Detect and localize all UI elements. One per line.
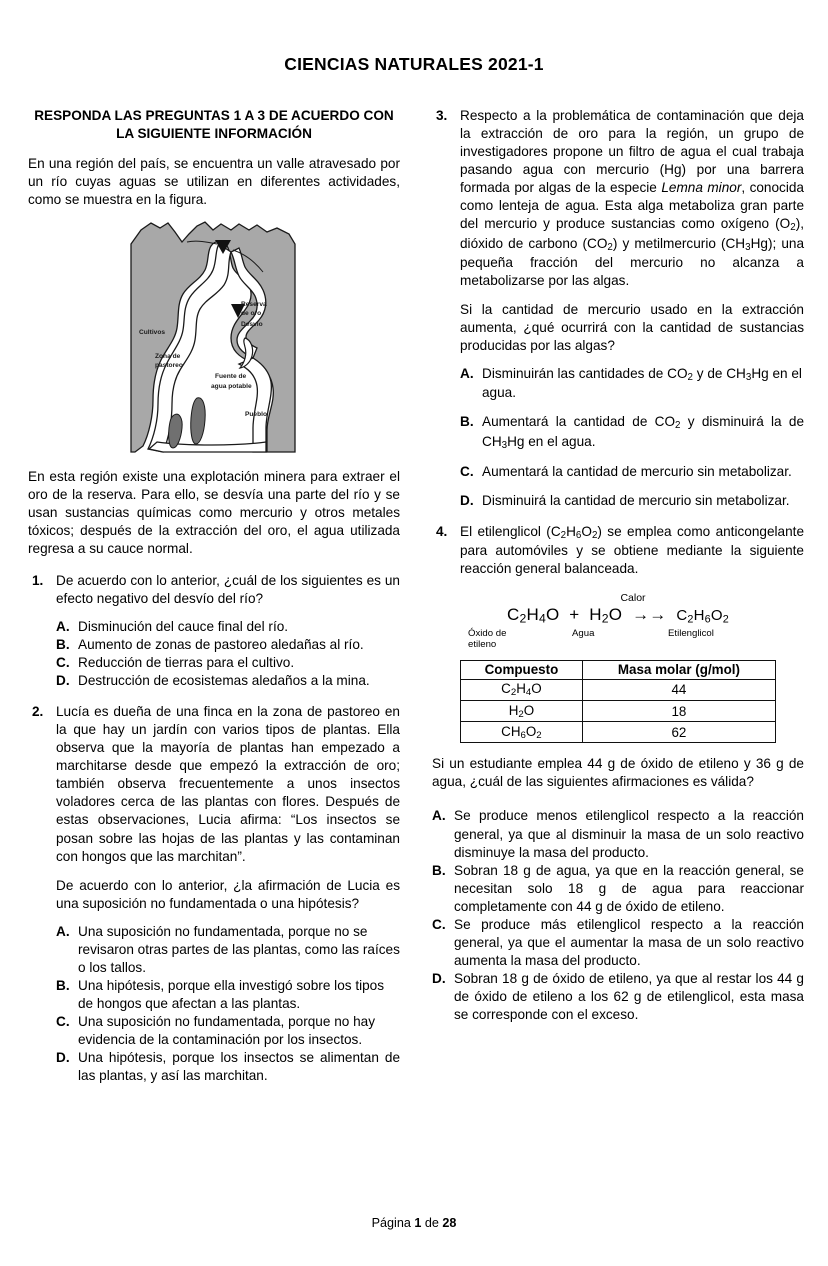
question-4-options	[432, 807, 804, 1024]
figure-label-reserva: Reserva	[241, 301, 267, 309]
equation-reactant-2-name: Agua	[572, 627, 595, 639]
option-text: Reducción de tierras para el cultivo.	[78, 654, 295, 670]
footer-prefix: Página	[371, 1216, 411, 1230]
option-row[interactable]	[460, 492, 804, 510]
question-2-body	[56, 703, 400, 1086]
option-row[interactable]	[56, 672, 400, 690]
figure-label-pueblo: Pueblo	[245, 411, 267, 419]
question-2-stem-2: De acuerdo con lo anterior, ¿la afirmación de Lucia es una suposición no fundamentada o una hipótesis?	[56, 877, 400, 911]
option-text: Aumentará la cantidad de mercurio sin metabolizar.	[482, 463, 792, 479]
option-row[interactable]	[56, 654, 400, 672]
question-3-body	[460, 107, 804, 510]
option-row[interactable]	[56, 1049, 400, 1085]
figure-container	[28, 220, 400, 458]
option-letter: A.	[460, 366, 474, 382]
molar-mass-table	[460, 660, 776, 743]
option-row[interactable]	[460, 365, 804, 402]
option-text: Sobran 18 g de agua, ya que en la reacción general, se necesitan solo 18 g de agua para reaccionar completamente con 44 g de óxido de etileno.	[454, 862, 804, 914]
equation-reactant-2: $H_2O$	[589, 605, 623, 626]
table-row	[461, 701, 776, 722]
option-letter: B.	[432, 862, 446, 878]
option-row[interactable]	[56, 923, 400, 977]
table-cell-compound: $CH_6O_2$	[461, 722, 583, 743]
option-letter: B.	[56, 636, 70, 652]
question-1-options	[56, 618, 400, 690]
question-2	[28, 703, 400, 1086]
table-cell-compound: $C_2H_4O$	[461, 679, 583, 700]
question-3	[432, 107, 804, 510]
post-figure-paragraph: En esta región existe una explotación minera para extraer el oro de la reserva. Para ello, se desvía una parte del río y se usan sustancias químicas como mercurio y otros metales tóxicos; después de la extracción del oro, el agua utilizada regresa a su cauce normal.	[28, 469, 400, 557]
option-letter: B.	[460, 414, 474, 430]
question-3-stem-2: Si la cantidad de mercurio usado en la extracción aumenta, ¿qué ocurrirá con la cantidad de sustancias producidas por las algas?	[460, 301, 804, 354]
page-footer	[0, 1216, 828, 1230]
footer-middle: de	[424, 1216, 439, 1230]
question-2-options	[56, 923, 400, 1086]
option-letter: D.	[56, 672, 70, 688]
two-column-body	[0, 75, 828, 1086]
equation-row	[432, 605, 804, 626]
figure-label-zona-de: Zona de	[155, 353, 181, 361]
question-4-stem-2: Si un estudiante emplea 44 g de óxido de etileno y 36 g de agua, ¿cuál de las siguientes afirmaciones es válida?	[432, 756, 804, 790]
option-text: Se produce menos etilenglicol respecto a la reacción general, ya que al disminuir la masa de un solo reactivo disminuye la masa del producto.	[454, 808, 804, 860]
option-letter: D.	[56, 1050, 70, 1066]
table-header-compuesto: Compuesto	[461, 660, 583, 679]
option-row[interactable]	[432, 862, 804, 916]
option-letter: B.	[56, 978, 70, 994]
question-3-options	[460, 365, 804, 510]
table-row	[461, 722, 776, 743]
valley-map-figure	[127, 220, 301, 458]
table-row	[461, 679, 776, 700]
option-letter: A.	[56, 923, 70, 939]
option-row[interactable]	[56, 618, 400, 636]
option-text: Sobran 18 g de óxido de etileno, ya que al restar los 44 g de óxido de etileno a los 62 g de etilenglicol, esta masa se corresponde con el exceso.	[454, 971, 804, 1023]
question-4-number: 4.	[436, 523, 448, 539]
option-text: Destrucción de ecosistemas aledaños a la mina.	[78, 672, 370, 688]
question-1-body	[56, 572, 400, 690]
right-column	[428, 107, 804, 1086]
question-4-stem: El etilenglicol $(C_2H_6O_2)$ se emplea como anticongelante para automóviles y se obtiene mediante la siguiente reacción general balanceada.	[460, 523, 804, 577]
option-letter: A.	[56, 618, 70, 634]
figure-label-pastoreo: pastoreo	[155, 362, 183, 370]
equation-product: $C_2H_6O_2$	[676, 607, 729, 626]
option-text: Disminuirá la cantidad de mercurio sin metabolizar.	[482, 492, 790, 508]
question-1-number: 1.	[32, 572, 44, 588]
page-title: CIENCIAS NATURALES 2021-1	[284, 54, 544, 74]
figure-label-agua-potable: agua potable	[211, 383, 252, 391]
question-3-stem-part1: Respecto a la problemática de contaminación que deja la extracción de oro para la región, un grupo de investigadores propone un filtro de agua el cual trabaja pasando agua con mercurio (Hg) por una barrera formada por algas de la especie	[460, 108, 804, 196]
question-4	[432, 523, 804, 578]
option-letter: D.	[432, 971, 446, 987]
option-text: Una suposición no fundamentada, porque no se revisaron otras partes de las plantas, como las raíces o los tallos.	[78, 923, 400, 975]
chemical-equation	[432, 592, 804, 650]
option-row[interactable]	[56, 636, 400, 654]
equation-reactant-1-name: Óxido de etileno	[468, 627, 507, 650]
option-letter: C.	[56, 1014, 70, 1030]
footer-page-number: 1	[414, 1216, 422, 1230]
figure-label-desvio: Desvío	[241, 321, 263, 329]
question-3-number: 3.	[436, 108, 448, 123]
option-text: Una suposición no fundamentada, porque no hay evidencia de la contaminación por los insectos.	[78, 1014, 376, 1048]
question-2-number: 2.	[32, 703, 44, 719]
intro-paragraph: En una región del país, se encuentra un valle atravesado por un río cuyas aguas se utilizan en diferentes actividades, como se muestra en la figura.	[28, 155, 400, 208]
option-letter: C.	[432, 916, 446, 932]
table-header-masa-molar: Masa molar (g/mol)	[582, 660, 775, 679]
species-name-lemna-minor: Lemna minor	[661, 180, 742, 196]
option-row[interactable]	[56, 1013, 400, 1049]
option-row[interactable]	[460, 413, 804, 451]
option-text: Se produce más etilenglicol respecto a la reacción general, ya que el aumentar la masa de un solo reactivo aumenta la masa del producto.	[454, 916, 804, 969]
question-3-stem	[460, 107, 804, 290]
figure-label-fuente-de: Fuente de	[215, 373, 247, 381]
option-text: Una hipótesis, porque ella investigó sobre los tipos de hongos que afectan a las plantas.	[78, 978, 385, 1012]
option-letter: C.	[460, 463, 474, 479]
footer-total-pages: 28	[442, 1216, 457, 1230]
option-row[interactable]	[432, 916, 804, 970]
table-cell-mass: 44	[582, 679, 775, 700]
question-4-body	[460, 523, 804, 578]
option-row[interactable]	[432, 970, 804, 1024]
question-2-stem: Lucía es dueña de una finca en la zona de pastoreo en la que hay un jardín con varios tipos de plantas. Ella observa que la mayoría de plantas han empezado a marchitarse desde que empezó la extracción de oro; también observa frecuentemente a unos insectos voladores cerca de las plantas con flores. Después de estas observaciones, Lucia afirma: “Los insectos se posan sobre las hojas de las plantas y las contaminan con hongos que las marchitan”.	[56, 703, 400, 864]
option-letter: D.	[460, 492, 474, 508]
equation-reactant-1: $C_2H_4O$	[507, 605, 560, 626]
question-1	[28, 572, 400, 690]
option-text: Disminución del cauce final del río.	[78, 618, 289, 634]
equation-plus-sign: +	[564, 605, 585, 625]
equation-product-name: Etilenglicol	[668, 627, 714, 639]
figure-label-cultivos: Cultivos	[139, 329, 166, 337]
table-cell-mass: 62	[582, 722, 775, 743]
option-text: Aumento de zonas de pastoreo aledañas al río.	[78, 636, 364, 652]
table-cell-compound: $H_2O$	[461, 701, 583, 722]
option-row[interactable]	[432, 807, 804, 861]
option-letter: C.	[56, 654, 70, 670]
option-row[interactable]	[56, 977, 400, 1013]
instruction-heading: RESPONDA LAS PREGUNTAS 1 A 3 DE ACUERDO CON LA SIGUIENTE INFORMACIÓN	[34, 108, 394, 141]
equation-names-row	[432, 628, 804, 650]
option-row[interactable]	[460, 463, 804, 481]
question-3-stem-part2: , conocida como lenteja de agua. Esta alga metaboliza gran parte del mercurio y produce sustancias como oxígeno $(O_2)$, dióxido de carbono $(CO_2)$ y metilmercurio $(CH_3Hg)$; una pequeña fracción del mercurio no alcanza a metabolizarse por las algas.	[460, 180, 804, 288]
left-column	[28, 107, 400, 1086]
option-text: Una hipótesis, porque los insectos se alimentan de las plantas, y así las marchitan.	[78, 1050, 400, 1084]
option-text: Disminuirán las cantidades de $CO_2$ y de $CH_3Hg$ en el agua.	[482, 366, 802, 401]
equation-arrow-icon: →→	[627, 605, 672, 625]
table-cell-mass: 18	[582, 701, 775, 722]
option-letter: A.	[432, 808, 446, 824]
question-1-stem: De acuerdo con lo anterior, ¿cuál de los siguientes es un efecto negativo del desvío del río?	[56, 572, 400, 606]
figure-label-de-oro: de oro	[241, 310, 262, 318]
table-header-row	[461, 660, 776, 679]
option-text: Aumentará la cantidad de $CO_2$ y disminuirá la de $CH_3Hg$ en el agua.	[482, 414, 804, 451]
equation-condition-label: Calor	[620, 592, 646, 605]
